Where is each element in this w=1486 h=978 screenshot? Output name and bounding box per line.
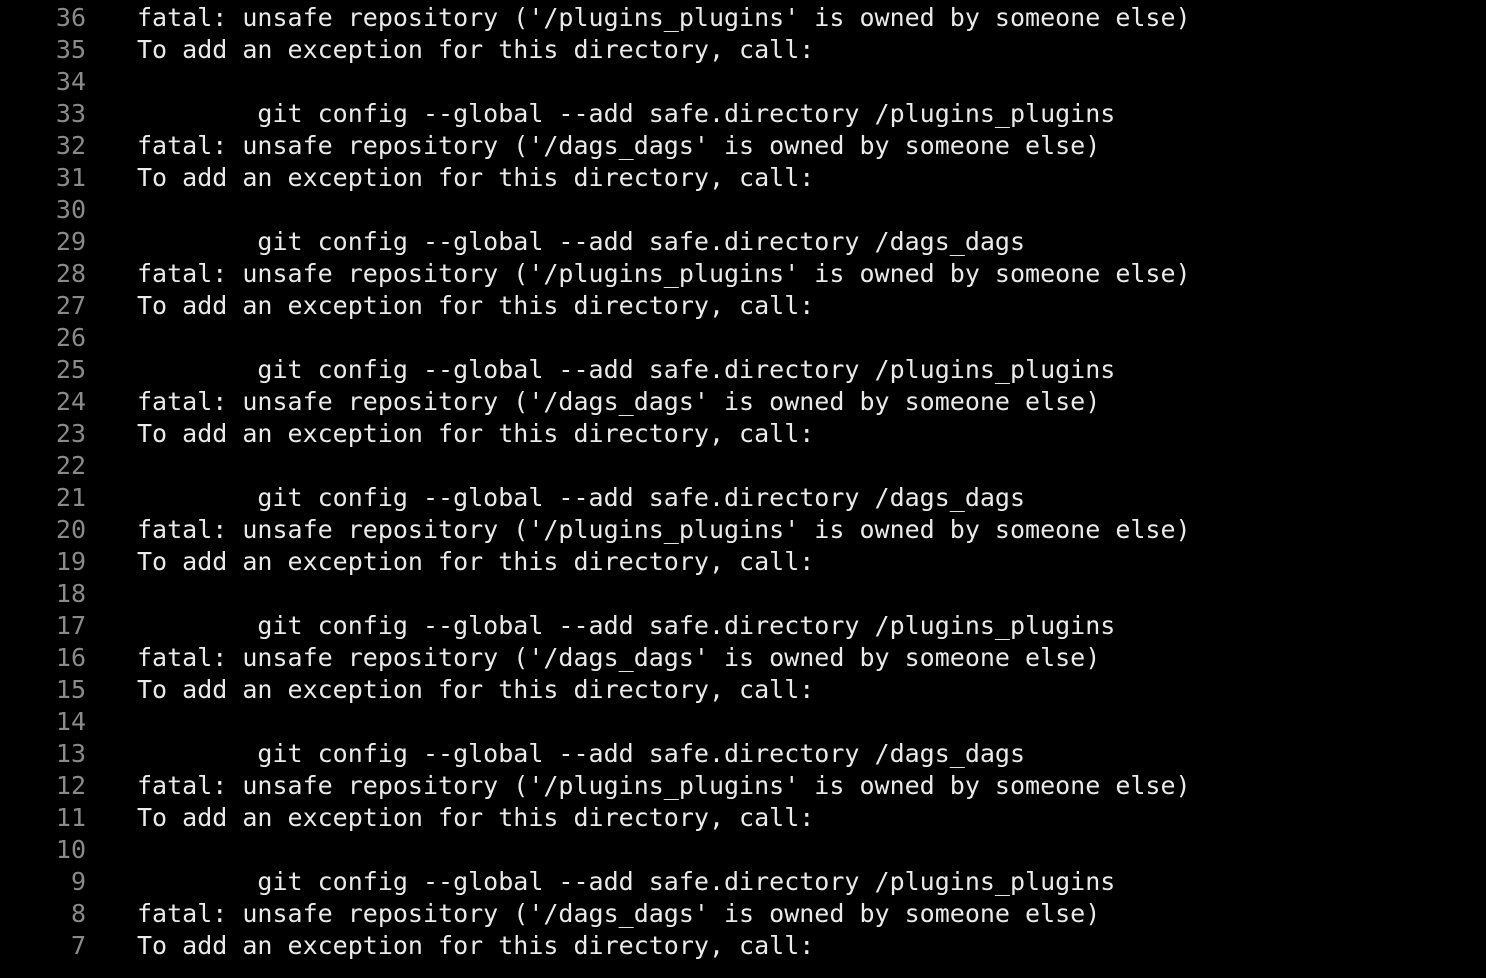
output-line [0, 322, 1486, 354]
output-line [0, 162, 1486, 194]
output-line [0, 642, 1486, 674]
line-text: git config --global --add safe.directory /plugins_plugins [137, 867, 1116, 896]
line-number: 28 [55, 259, 86, 288]
line-text: To add an exception for this directory, call: [137, 35, 815, 64]
output-line [0, 834, 1486, 866]
line-number: 22 [55, 451, 86, 480]
output-line [0, 130, 1486, 162]
line-number: 25 [55, 355, 86, 384]
line-number: 20 [55, 515, 86, 544]
line-number: 11 [55, 803, 86, 832]
output-line [0, 194, 1486, 226]
line-text: To add an exception for this directory, call: [137, 291, 815, 320]
line-text: git config --global --add safe.directory /dags_dags [137, 483, 1026, 512]
line-number: 21 [55, 483, 86, 512]
line-number: 23 [55, 419, 86, 448]
line-number: 32 [55, 131, 86, 160]
output-line [0, 98, 1486, 130]
line-text: fatal: unsafe repository ('/plugins_plugins' is owned by someone else) [137, 771, 1191, 800]
line-number: 7 [70, 931, 86, 960]
line-number: 14 [55, 707, 86, 736]
line-number: 19 [55, 547, 86, 576]
line-text: fatal: unsafe repository ('/dags_dags' is owned by someone else) [137, 643, 1101, 672]
line-number: 18 [55, 579, 86, 608]
line-number: 24 [55, 387, 86, 416]
output-line [0, 290, 1486, 322]
line-number: 29 [55, 227, 86, 256]
line-number: 27 [55, 291, 86, 320]
line-number: 35 [55, 35, 86, 64]
line-text: To add an exception for this directory, call: [137, 419, 815, 448]
output-line [0, 674, 1486, 706]
output-line [0, 258, 1486, 290]
output-line [0, 66, 1486, 98]
line-number: 36 [55, 3, 86, 32]
line-text: fatal: unsafe repository ('/plugins_plugins' is owned by someone else) [137, 515, 1191, 544]
output-line [0, 738, 1486, 770]
output-line [0, 866, 1486, 898]
line-number: 10 [55, 835, 86, 864]
output-line [0, 34, 1486, 66]
output-line [0, 898, 1486, 930]
output-line [0, 226, 1486, 258]
line-number: 26 [55, 323, 86, 352]
output-line [0, 482, 1486, 514]
line-text: git config --global --add safe.directory /plugins_plugins [137, 355, 1116, 384]
line-text: git config --global --add safe.directory /dags_dags [137, 227, 1026, 256]
line-number: 30 [55, 195, 86, 224]
line-text: fatal: unsafe repository ('/dags_dags' is owned by someone else) [137, 131, 1101, 160]
line-text: git config --global --add safe.directory /plugins_plugins [137, 611, 1116, 640]
output-line [0, 802, 1486, 834]
line-text: fatal: unsafe repository ('/plugins_plugins' is owned by someone else) [137, 3, 1191, 32]
line-text: To add an exception for this directory, call: [137, 163, 815, 192]
line-text: git config --global --add safe.directory /plugins_plugins [137, 99, 1116, 128]
line-text: fatal: unsafe repository ('/dags_dags' is owned by someone else) [137, 387, 1101, 416]
line-number: 16 [55, 643, 86, 672]
output-line [0, 610, 1486, 642]
line-number: 8 [70, 899, 86, 928]
line-number: 15 [55, 675, 86, 704]
line-number: 13 [55, 739, 86, 768]
output-line [0, 386, 1486, 418]
line-text: To add an exception for this directory, call: [137, 675, 815, 704]
line-text: fatal: unsafe repository ('/plugins_plugins' is owned by someone else) [137, 259, 1191, 288]
line-text: To add an exception for this directory, call: [137, 931, 815, 960]
output-line [0, 2, 1486, 34]
line-text: fatal: unsafe repository ('/dags_dags' is owned by someone else) [137, 899, 1101, 928]
output-line [0, 418, 1486, 450]
line-number: 17 [55, 611, 86, 640]
line-number: 34 [55, 67, 86, 96]
line-number: 12 [55, 771, 86, 800]
output-line [0, 354, 1486, 386]
output-line [0, 514, 1486, 546]
line-text: To add an exception for this directory, call: [137, 547, 815, 576]
output-line [0, 706, 1486, 738]
output-line [0, 770, 1486, 802]
output-line [0, 546, 1486, 578]
line-number: 31 [55, 163, 86, 192]
output-line [0, 930, 1486, 962]
line-text: To add an exception for this directory, call: [137, 803, 815, 832]
line-number: 33 [55, 99, 86, 128]
line-number: 9 [70, 867, 86, 896]
output-line [0, 578, 1486, 610]
output-line [0, 450, 1486, 482]
line-text: git config --global --add safe.directory /dags_dags [137, 739, 1026, 768]
